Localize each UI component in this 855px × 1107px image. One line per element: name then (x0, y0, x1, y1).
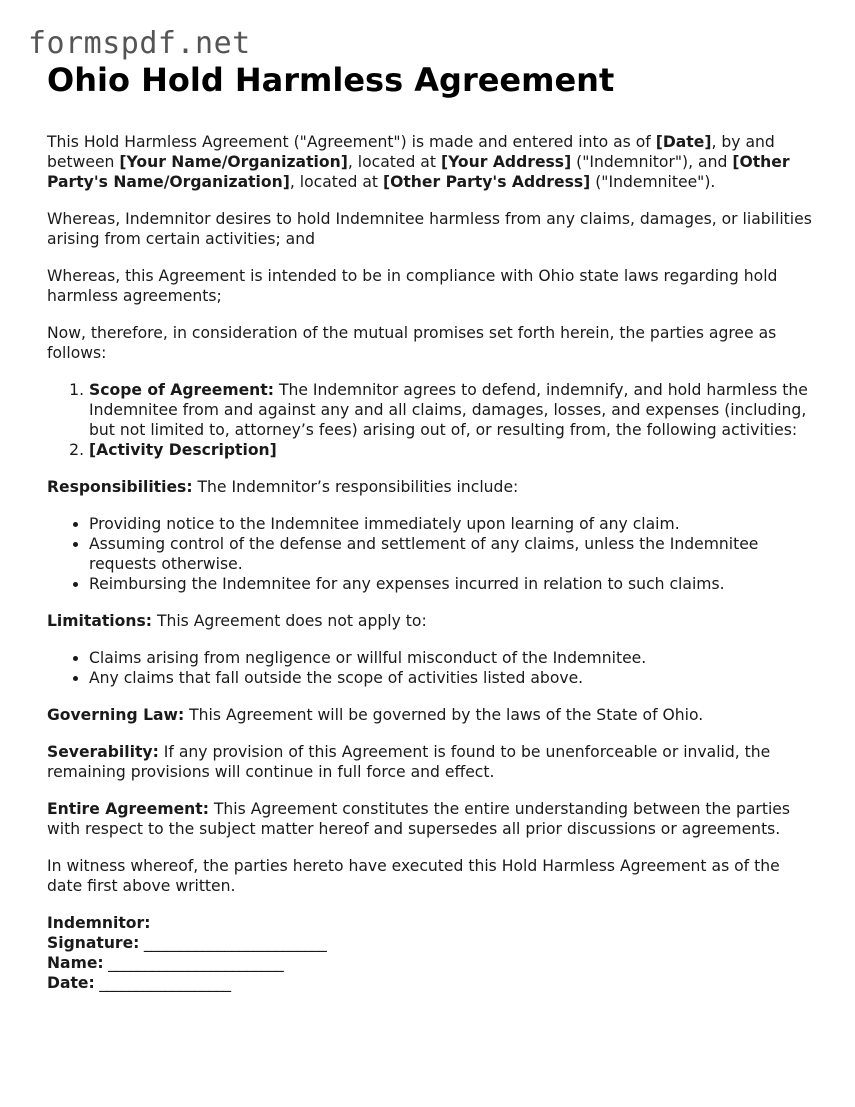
name-label: Name: (47, 954, 104, 972)
limitations-paragraph (47, 611, 817, 631)
entire-agreement-paragraph (47, 799, 817, 839)
date-placeholder: [Date] (655, 133, 712, 151)
signature-line[interactable]: _________________________ (139, 934, 327, 952)
entire-agreement-text: This Agreement constitutes the entire understanding between the parties with respect to the subject matter hereof and supersedes all prior discussions or agreements. (47, 800, 791, 838)
list-item (89, 440, 817, 460)
name-row (47, 953, 817, 973)
governing-law-label: Governing Law: (47, 706, 185, 724)
severability-paragraph (47, 742, 817, 782)
limitations-label: Limitations: (47, 612, 152, 630)
list-item (89, 380, 817, 440)
name-line[interactable]: ________________________ (103, 954, 284, 972)
limitations-list (47, 648, 817, 688)
list-item: • Assuming control of the defense and settlement of any claims, unless the Indemnitee requests otherwise. (89, 534, 817, 574)
intro-text: , located at (347, 153, 441, 171)
severability-label: Severability: (47, 743, 159, 761)
your-address-placeholder: [Your Address] (440, 153, 572, 171)
date-label: Date: (47, 974, 95, 992)
intro-text: , located at (289, 173, 383, 191)
now-therefore-paragraph: Now, therefore, in consideration of the mutual promises set forth herein, the parties agree as follows: (47, 324, 777, 362)
list-item: • Providing notice to the Indemnitee immediately upon learning of any claim. (89, 514, 817, 534)
date-row (47, 973, 817, 993)
activity-placeholder: [Activity Description] (89, 441, 277, 459)
watermark: formspdf.net (28, 26, 251, 61)
responsibilities-text: The Indemnitor’s responsibilities include: (192, 478, 519, 496)
signature-label: Signature: (47, 934, 140, 952)
list-item: • Any claims that fall outside the scope of activities listed above. (89, 668, 817, 688)
whereas-paragraph-1: Whereas, Indemnitor desires to hold Indemnitee harmless from any claims, damages, or liabilities arising from certain activities; and (47, 210, 812, 248)
your-name-placeholder: [Your Name/Organization] (119, 153, 348, 171)
responsibilities-paragraph (47, 477, 817, 497)
signature-row (47, 933, 817, 953)
intro-text: ("Indemnitee"). (590, 173, 716, 191)
responsibilities-label: Responsibilities: (47, 478, 193, 496)
whereas-paragraph-2: Whereas, this Agreement is intended to be in compliance with Ohio state laws regarding hold harmless agreements; (47, 267, 778, 305)
entire-agreement-label: Entire Agreement: (47, 800, 209, 818)
severability-text: If any provision of this Agreement is found to be unenforceable or invalid, the remaining provisions will continue in full force and effect. (47, 743, 771, 781)
governing-law-text: This Agreement will be governed by the laws of the State of Ohio. (184, 706, 704, 724)
date-line[interactable]: __________________ (94, 974, 231, 992)
indemnitor-heading: Indemnitor: (47, 914, 151, 932)
other-name-placeholder: [Other Party's Name/Organization] (47, 153, 790, 191)
witness-paragraph: In witness whereof, the parties hereto have executed this Hold Harmless Agreement as of the date first above written. (47, 857, 780, 895)
intro-text: ("Indemnitor"), and (571, 153, 733, 171)
responsibilities-list (47, 514, 817, 594)
page-title: Ohio Hold Harmless Agreement (47, 61, 615, 99)
list-item: • Reimbursing the Indemnitee for any expenses incurred in relation to such claims. (89, 574, 817, 594)
scope-label: Scope of Agreement: (89, 381, 274, 399)
intro-paragraph (47, 132, 817, 192)
limitations-text: This Agreement does not apply to: (151, 612, 427, 630)
document-body (47, 58, 817, 993)
numbered-list (47, 380, 817, 460)
intro-text: , by and between (47, 133, 775, 171)
scope-text: The Indemnitor agrees to defend, indemnify, and hold harmless the Indemnitee from and against any and all claims, damages, losses, and expenses (including, but not limited to, attorney’s fees) arising out of, or resulting from, the following activities: (89, 381, 808, 439)
governing-law-paragraph (47, 705, 817, 725)
other-address-placeholder: [Other Party's Address] (382, 173, 591, 191)
intro-text: This Hold Harmless Agreement ("Agreement") is made and entered into as of (47, 133, 656, 151)
list-item: • Claims arising from negligence or willful misconduct of the Indemnitee. (89, 648, 817, 668)
signature-block (47, 913, 817, 993)
